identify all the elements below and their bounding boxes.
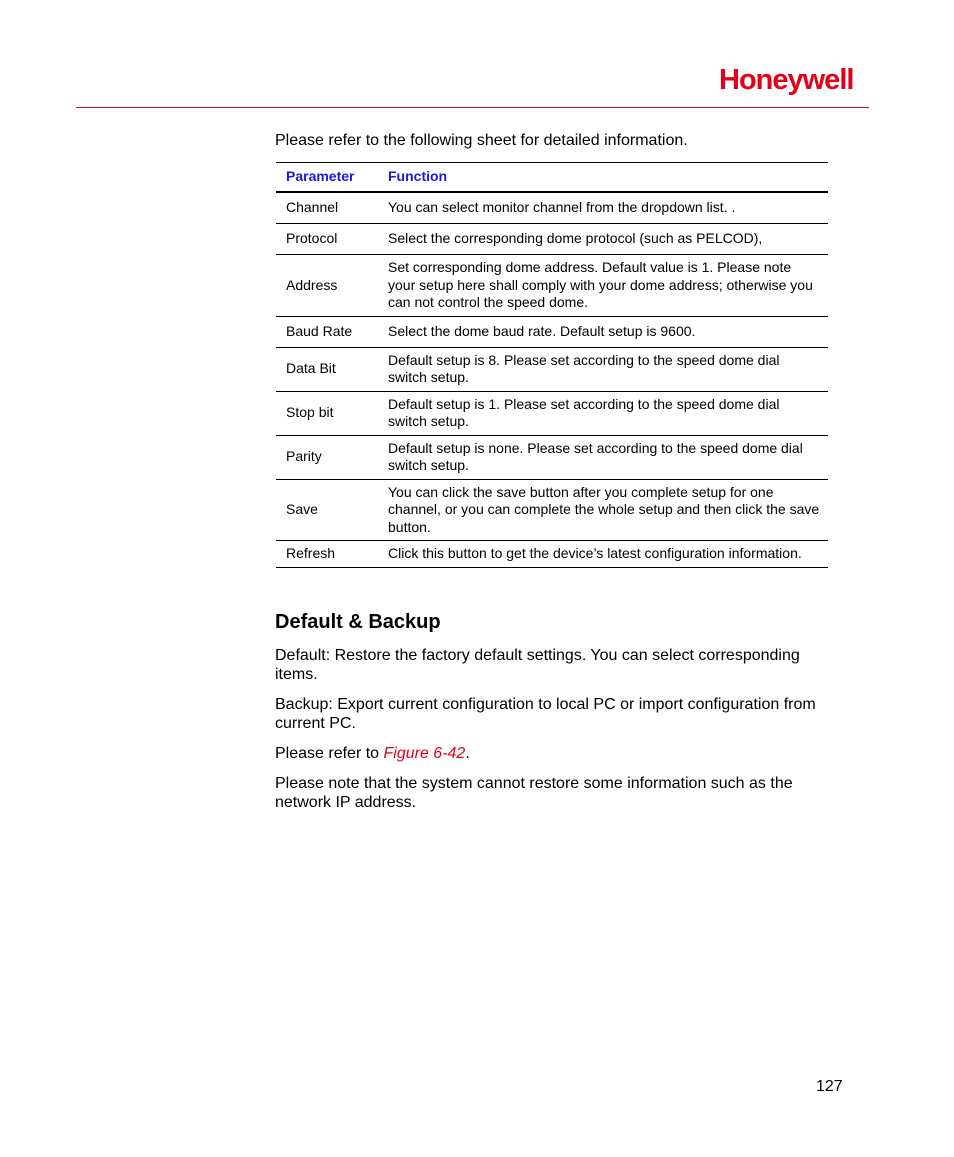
parameter-cell: Address	[276, 255, 378, 317]
header-divider	[76, 107, 869, 108]
table-row	[276, 192, 828, 224]
parameter-cell: Protocol	[276, 224, 378, 255]
table-row	[276, 316, 828, 347]
figure-reference-paragraph	[275, 744, 845, 763]
page-number: 127	[816, 1078, 843, 1095]
table-header-row	[276, 163, 828, 193]
backup-paragraph: Backup: Export current configuration to local PC or import configuration from current PC.	[275, 696, 816, 732]
honeywell-logo: Honeywell	[719, 64, 854, 96]
table-row	[276, 255, 828, 317]
table-row	[276, 391, 828, 435]
parameter-cell: Data Bit	[276, 347, 378, 391]
function-cell: Select the dome baud rate. Default setup is 9600.	[378, 316, 828, 347]
refer-prefix: Please refer to	[275, 745, 384, 762]
table-row	[276, 347, 828, 391]
function-cell: You can click the save button after you complete setup for one channel, or you can complete the whole setup and then click the save button.	[378, 479, 828, 541]
table-row	[276, 479, 828, 541]
function-cell: Default setup is 1. Please set according to the speed dome dial switch setup.	[378, 391, 828, 435]
parameter-cell: Channel	[276, 192, 378, 224]
function-cell: You can select monitor channel from the dropdown list. .	[378, 192, 828, 224]
refer-suffix: .	[465, 745, 470, 762]
function-cell: Click this button to get the device’s latest configuration information.	[378, 541, 828, 568]
section-title: Default & Backup	[275, 611, 441, 633]
column-header-parameter: Parameter	[276, 163, 378, 193]
parameter-cell: Save	[276, 479, 378, 541]
table-row	[276, 224, 828, 255]
table-row	[276, 541, 828, 568]
function-cell: Set corresponding dome address. Default value is 1. Please note your setup here shall comply with your dome address; otherwise you can not control the speed dome.	[378, 255, 828, 317]
function-cell: Select the corresponding dome protocol (such as PELCOD),	[378, 224, 828, 255]
table-row	[276, 435, 828, 479]
default-paragraph: Default: Restore the factory default settings. You can select corresponding items.	[275, 647, 800, 683]
function-cell: Default setup is none. Please set according to the speed dome dial switch setup.	[378, 435, 828, 479]
intro-text: Please refer to the following sheet for detailed information.	[275, 132, 688, 149]
column-header-function: Function	[378, 163, 828, 193]
parameter-cell: Baud Rate	[276, 316, 378, 347]
function-cell: Default setup is 8. Please set according to the speed dome dial switch setup.	[378, 347, 828, 391]
parameter-cell: Refresh	[276, 541, 378, 568]
parameter-table	[276, 162, 828, 568]
parameter-cell: Parity	[276, 435, 378, 479]
parameter-cell: Stop bit	[276, 391, 378, 435]
figure-link[interactable]: Figure 6-42	[383, 745, 466, 762]
note-paragraph: Please note that the system cannot restore some information such as the network IP address.	[275, 775, 793, 811]
